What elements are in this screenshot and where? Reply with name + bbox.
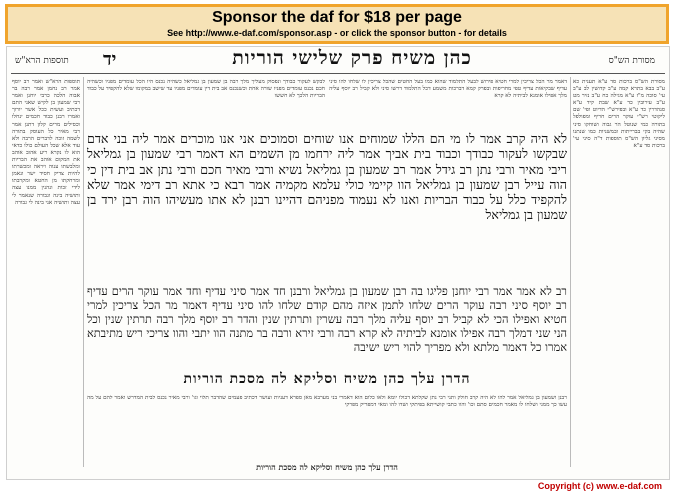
bottom-commentary: רבנן ושמעון בן גמליאל אמר להו לא היה קרב חולק ותני רבי נתן שקלתא דכולו יומא ולאו כלום הוא דאמרי בני מערבא מאן ספרא דעניות ועושר דכתיב פעמים שהדבר תלוי וגו' ורבי מאיר נכנס לבית המדרש ואמר להם על מה עשו כך ממני ושלחו לו מאמר חכמים סתם וכו' והוו כתבי קושייתא בפיתקי ושדו להו ומאי דמפריק מפרקי xyxy=(87,395,567,409)
sponsor-subtitle[interactable]: See http://www.e-daf.com/sponsor.asp - or click the sponsor button - for details xyxy=(167,28,507,38)
rashi-commentary: לבקש לעקור כבודך ונפסוק מעליך מלך רבה בן שמעון בן גמליאל כשהיה נכנס היו הכל עומדים מפניו וכשהיה חכם נכנס עומדים מפניו שורה אחת וכשנכנס אב בית דין עומדים מפניו עד שישב במקומו שלא להקפיד על כבוד הבריות הלכך לא חששו xyxy=(87,79,325,100)
right-commentary-column: מסורת הש"ס ברכות סד ע"א תענית כא ע"ב בבא בתרא קמה ע"ב קדושין לב ע"ב עי' סוכה מ"ז ע"א מגילה כח ע"ב נזיר מט ע"ב עירובין כד ע"א שבת קיד ע"א סנהדרין כד ע"א ובפירש"י הדיוט ופי' שם ליקוטי רש"י עוקר הרים חריף ומפולפל בתורה כמי שנוטל הר גבוה ושוחקו סיני שהיה בקי בברייתות ובמשניות כמו שנתנו מסיני גליון הש"ס תוספות ד"ה סיני עי' ברכות סד ע"א xyxy=(573,79,665,149)
copyright-notice: Copyright (c) www.e-daf.com xyxy=(537,481,662,491)
hadran-footer-line: הדרן עלך כהן משיח וסליקא לה מסכת הוריות xyxy=(256,462,398,472)
main-text-block: לא היה קרב אמר לו מי הם הללו שמוחים אנו שוחים וסמוכים אני אנו מוכרים אמר ליה בני אדם שבקשו לעקור כבודך וכבוד בית אביך אמר ליה ירחמו מן השמים הא דאמר רבי שמעון בן גמליאל ריבי מאיר ורבי נתן רב גידל אמר רב שמעון בן גמליאל נשיא ורבי מאיר חכם ורבי נתן אב בית דין כי הוה עייל רבן שמעון בן גמליאל הוו קיימי כולי עלמא מקמיה אמר רבא כי אתא רב דימי אמר שלא להקפיד כלל על כבוד הבריות ואנו לא נעמוד מפניהם דהיינו רבנן לא אתו מעשיהו הוה רבן ירד בן שמעון בן גמליאל xyxy=(87,131,567,223)
tosafot-commentary: דאמר מר הכל צריכין למרי חטיא פירוש לבעל התלמוד שהוא כמו בעל החטים שהכל צריכין לו שלחו להו סיני עדיף שבקיאות עדיף טפי מחריפות ובפרק קמא דברכות משמע דכל התלמוד דרשו סיני ולא קביל רב יוסף עליה מלך אפילו אומנא לביתיה לא קרא xyxy=(329,79,567,100)
sponsor-title[interactable]: Sponsor the daf for $18 per page xyxy=(212,9,462,26)
lower-text-block: רב לא אמר אמר רבי יוחנן פליגו בה רבן שמעון בן גמליאל ורבנן חד אמר סיני עדיף וחד אמר עוקר הרים עדיף רב יוסף סיני רבה עוקר הרים שלחו לתמן איזה מהם קודם שלחו להו סיני עדיף דאמר מר הכל צריכין למרי חטיא ואפילו הכי לא קביל רב יוסף עליה מלך רבה עשרין ותרתין שנין והדר רב יוסף מלך רבה תרתין שנין וכל הני שני דמלך רבה אפילו אומנא לביתיה לא קרא רבה ורבי זירא ורבה בר מתנה הוו יתבי והוו צריכי ריש מתיבתא אמרו כל דאמר מלתא ולא מפריך להוי ריש ישיבה xyxy=(87,285,567,354)
right-column-label: מסורת הש"ס xyxy=(608,56,655,66)
sponsor-banner[interactable] xyxy=(5,4,669,44)
left-column-label: תוספות הרא"ש xyxy=(15,56,69,66)
talmud-page xyxy=(6,46,670,480)
page-title: כהן משיח פרק שלישי הוריות xyxy=(232,47,472,69)
column-divider xyxy=(570,77,571,467)
column-divider xyxy=(83,77,84,467)
header-rule xyxy=(11,73,665,74)
page-number: יד xyxy=(103,49,117,70)
hadran-heading: הדרן עלך כהן משיח וסליקא לה מסכת הוריות xyxy=(183,371,471,387)
left-commentary-column: תוספות הרא"ש ואמר רב יוסף אמר רב נחמן אמר רבה בר אבוה הלכה כרבי יוחנן ואמר רבי שמעון בן לקיש שאני התם דכתיב ועשית ככל אשר יורוך ואמרו רבנן כבוד חכמים ינחלו וכסילים מרים קלון דתנן אמר רבי מאיר כל העוסק בתורה לשמה זוכה לדברים הרבה ולא עוד אלא שכל העולם כולו כדאי הוא לו נקרא ריע אהוב אוהב את המקום אוהב את הבריות ומלבשתו ענוה ויראה ומכשרתו להיות צדיק חסיד ישר ונאמן ומרחקתו מן החטא ומקרבתו לידי זכות ונהנין ממנו עצה ותושיה בינה וגבורה שנאמר לי עצה ותושיה אני בינה לי גבורה xyxy=(12,79,80,206)
